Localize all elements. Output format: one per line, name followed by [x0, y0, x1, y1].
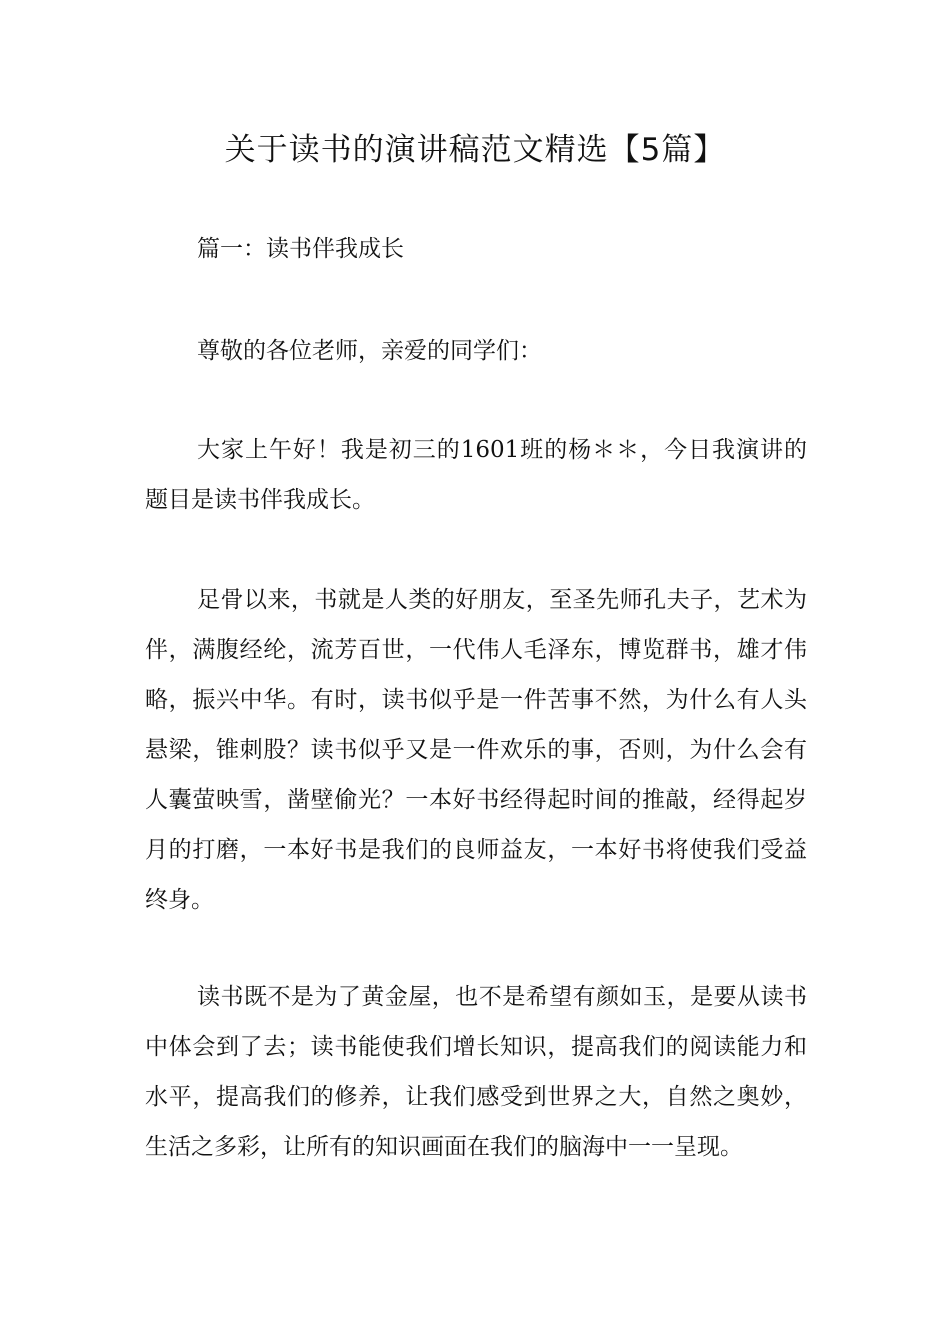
document-title: 关于读书的演讲稿范文精选【5篇】 — [224, 132, 726, 168]
section-heading: 篇一：读书伴我成长 — [197, 236, 404, 262]
greeting-line: 尊敬的各位老师，亲爱的同学们： — [197, 338, 542, 364]
paragraph-reading-purpose: 读书既不是为了黄金屋，也不是希望有颜如玉，是要从读书中体会到了去；读书能使我们增长知识，提高我们的阅读能力和水平，提高我们的修养，让我们感受到世界之大，自然之奥妙，生活之多彩，让所有的知识画面在我们的脑海中一一呈现。 — [145, 984, 807, 1160]
paragraph-books-friends: 足骨以来，书就是人类的好朋友，至圣先师孔夫子，艺术为伴，满腹经纶，流芳百世，一代伟人毛泽东，博览群书，雄才伟略，振兴中华。有时，读书似乎是一件苦事不然，为什么有人头悬梁，锥刺股？读书似乎又是一件欢乐的事，否则，为什么会有人囊萤映雪，凿壁偷光？一本好书经得起时间的推敲，经得起岁月的打磨，一本好书是我们的良师益友，一本好书将使我们受益终身。 — [145, 587, 807, 913]
paragraph-intro: 大家上午好！我是初三的1601班的杨＊＊，今日我演讲的题目是读书伴我成长。 — [145, 437, 807, 513]
